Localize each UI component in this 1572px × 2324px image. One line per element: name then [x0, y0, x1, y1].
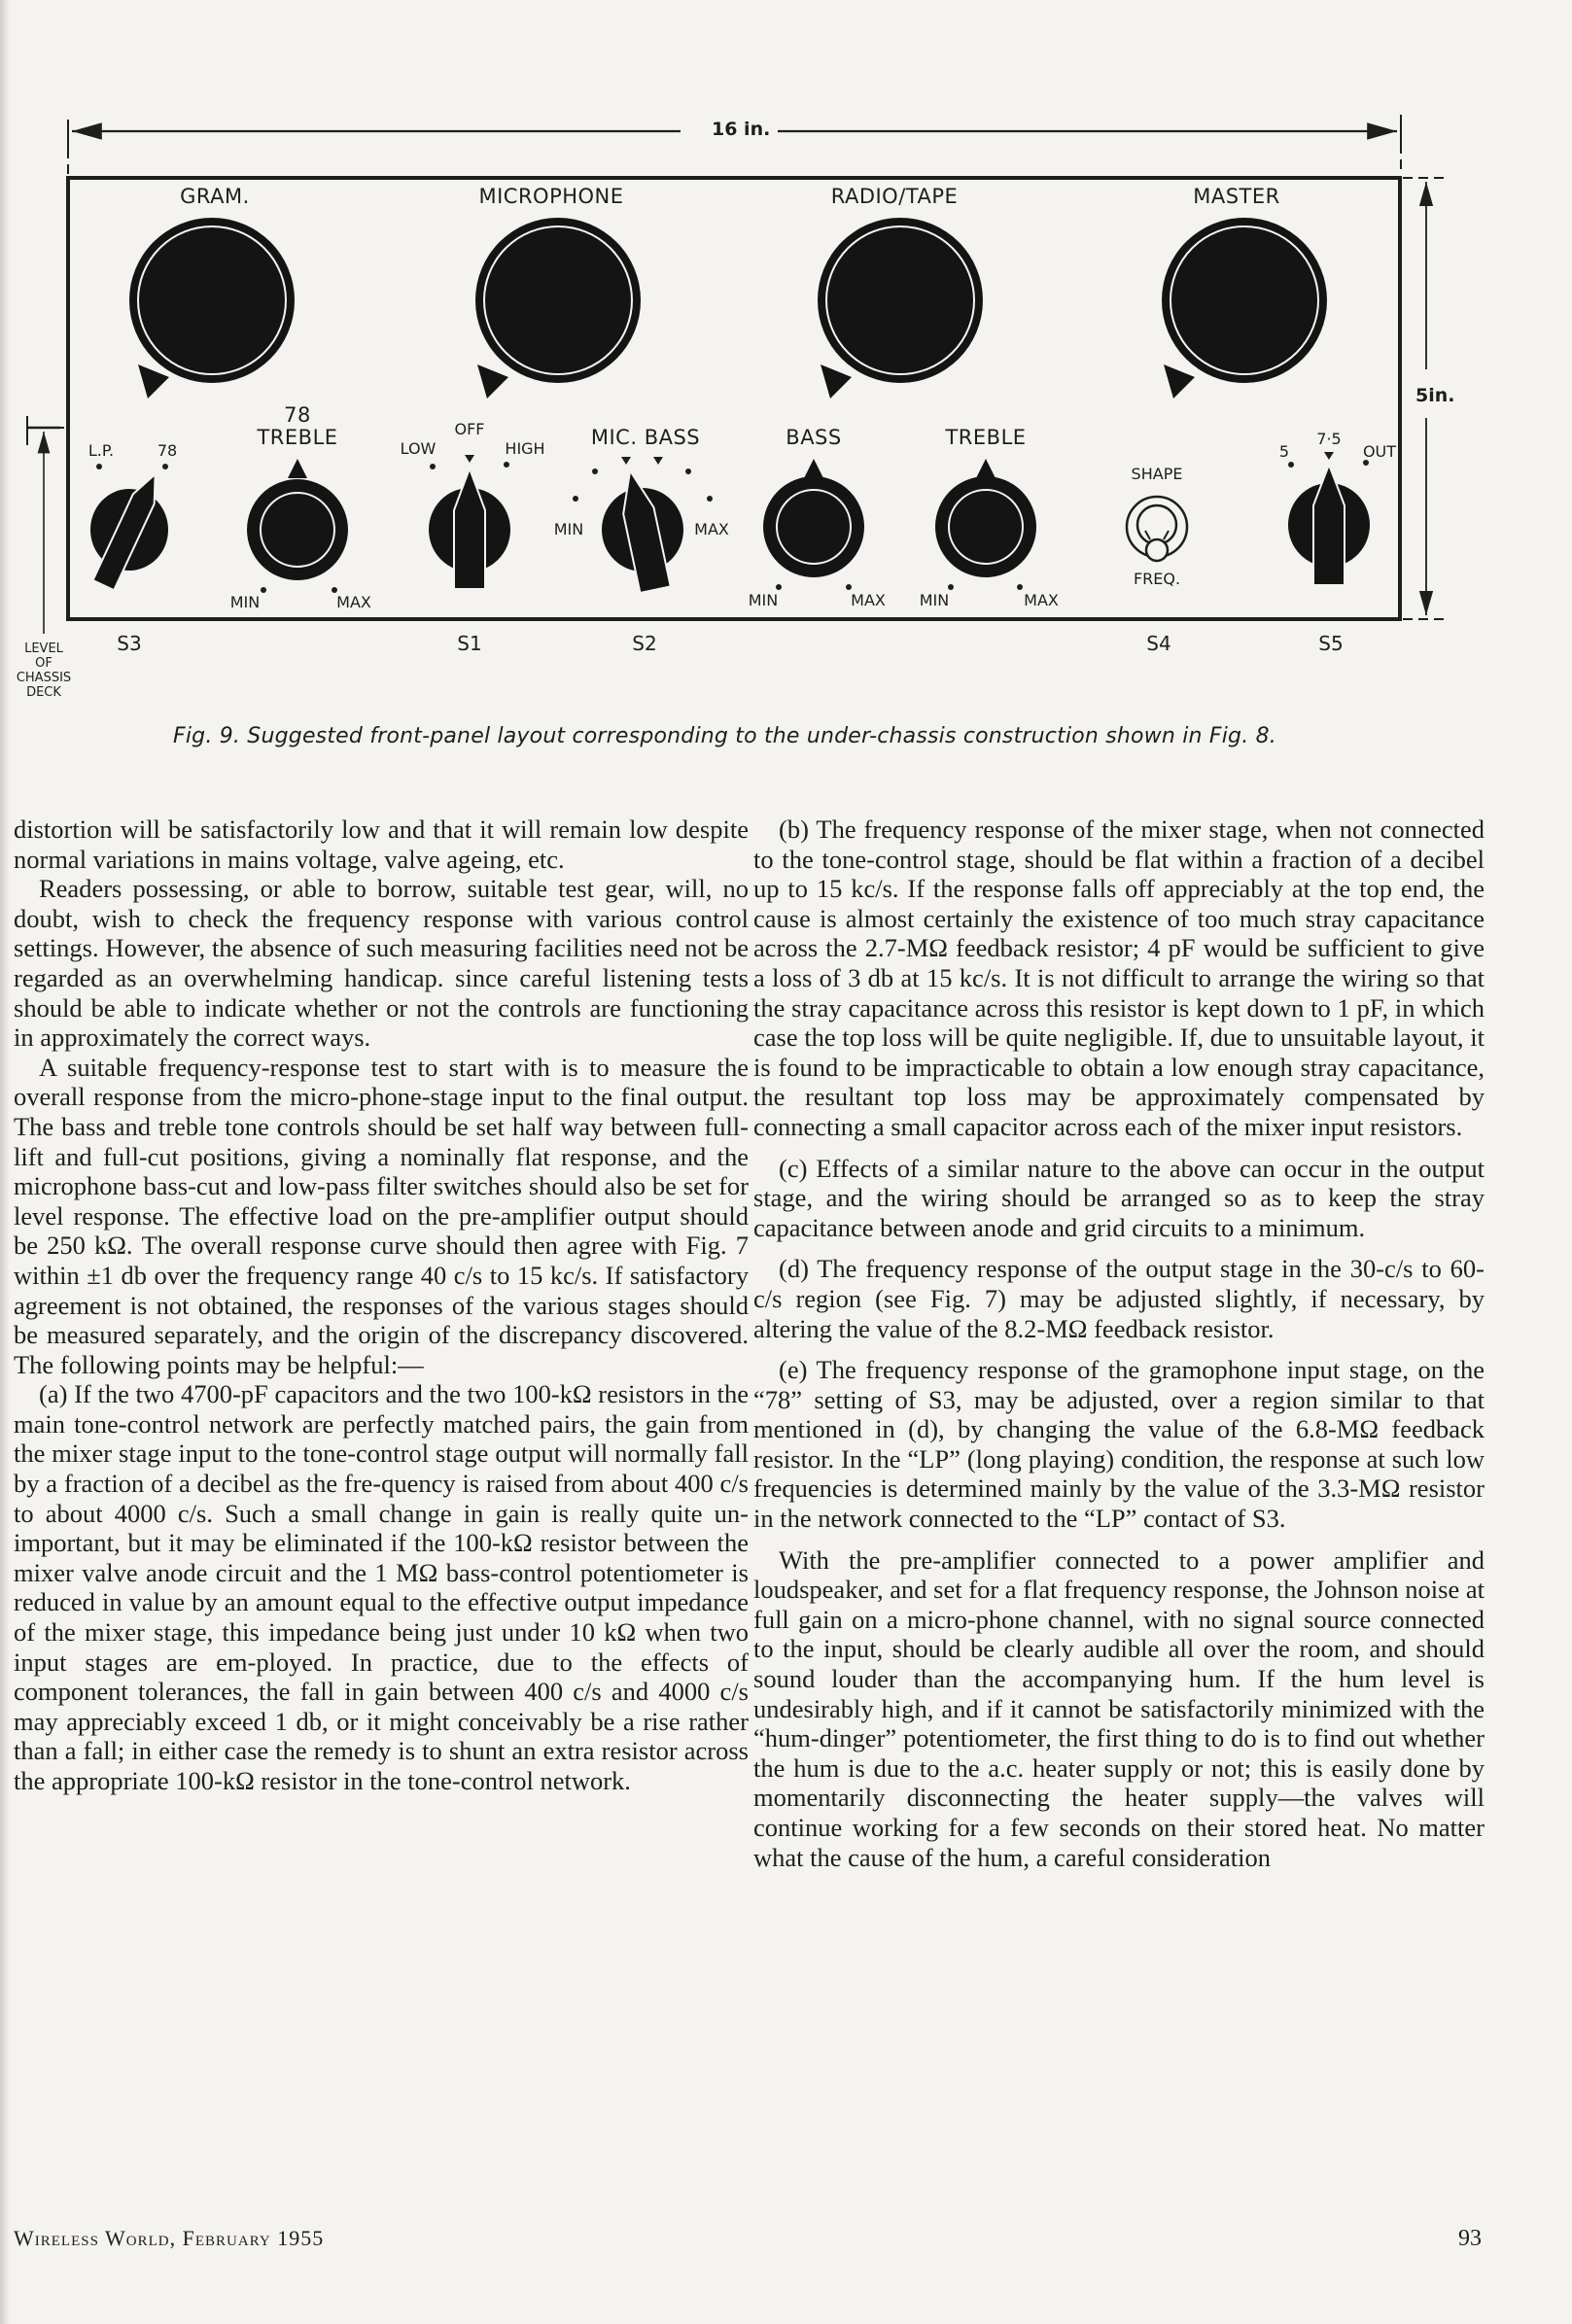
- left-text-column: [14, 815, 749, 1796]
- front-panel-drawing: [0, 0, 1572, 739]
- s5-out-mark: OUT: [1362, 442, 1397, 461]
- level-line-3: CHASSIS: [16, 671, 72, 685]
- s1-designator: S1: [457, 632, 482, 655]
- bass-knob: [763, 459, 864, 590]
- s3-designator: S3: [117, 632, 142, 655]
- paragraph: (d) The frequency response of the output stage in the 30-c/s to 60-c/s region (see Fig. 7) may be adjusted slightly, if necessary, by altering the value of the 8.2-MΩ feedback resistor.: [753, 1254, 1485, 1343]
- paragraph: (e) The frequency response of the gramophone input stage, on the “78” setting of S3, may be adjusted, over a region similar to that mentioned in (d), by changing the value of the 6.8-MΩ feedback resistor. In the “LP” (long playing) condition, the response at such low frequencies is determined mainly by the value of the 3.3-MΩ resistor in the network connected to the “LP” contact of S3.: [753, 1355, 1485, 1534]
- height-dimension-label: 5in.: [1412, 385, 1458, 406]
- treble-min: MIN: [919, 591, 950, 609]
- treble-78-top-label: 78: [284, 403, 311, 427]
- right-text-column: [753, 815, 1485, 1872]
- paragraph: distortion will be satisfactorily low and that it will remain low despite normal variations in mains voltage, valve ageing, etc.: [14, 815, 749, 874]
- microphone-knob: [475, 218, 641, 399]
- s1-high-mark: HIGH: [505, 439, 545, 458]
- microphone-label: MICROPHONE: [478, 185, 624, 208]
- level-line-4: DECK: [26, 685, 61, 700]
- page-number: 93: [1458, 2226, 1482, 2251]
- s1-off-mark: OFF: [454, 420, 485, 438]
- paragraph: (b) The frequency response of the mixer stage, when not connected to the tone-control stage, should be flat within a fraction of a decibel up to 15 kc/s. If the response falls off appreciably at the top end, the cause is almost certainly the existence of too much stray capacitance across the 2.7-MΩ feedback resistor; 4 pF would be sufficient to give a loss of 3 db at 15 kc/s. It is not difficult to arrange the wiring so that the stray capacitance across this resistor is kept down to 1 pF, in which case the top loss will be quite negligible. If, due to unsuitable layout, it is found to be impracticable to obtain a low enough stray capacitance, the resultant top loss may be approximately compensated by connecting a small capacitor across each of the mixer input resistors.: [753, 815, 1485, 1141]
- treble-label: TREBLE: [945, 426, 1027, 449]
- s5-designator: S5: [1318, 632, 1344, 655]
- treble-78-max: MAX: [336, 593, 371, 611]
- chassis-level-indicator: [27, 416, 68, 634]
- paragraph: A suitable frequency-response test to start with is to measure the overall response from the micro-phone-stage input to the final output. The bass and treble tone controls should be set half way between full-lift and full-cut positions, giving a nominally flat response, and the microphone bass-cut and low-pass filter switches should also be set for level response. The effective load on the pre-amplifier output should be 250 kΩ. The overall response curve should then agree with Fig. 7 within ±1 db over the frequency range 40 c/s to 15 kc/s. If satisfactory agreement is not obtained, the responses of the various stages should be measured separately, and the origin of the discrepancy discovered. The following points may be helpful:—: [14, 1052, 749, 1379]
- radio-tape-label: RADIO/TAPE: [830, 185, 959, 208]
- level-line-1: LEVEL: [24, 642, 63, 656]
- s1-low-mark: LOW: [400, 439, 437, 458]
- front-panel-figure: [0, 0, 1572, 748]
- s3-78-mark: 78: [157, 441, 178, 460]
- width-dimension-label: 16 in.: [708, 119, 774, 140]
- treble-knob: [935, 459, 1036, 590]
- s4-designator: S4: [1146, 632, 1171, 655]
- publication-footer: Wireless World, February 1955: [14, 2226, 325, 2250]
- figure-caption: Fig. 9. Suggested front-panel layout corresponding to the under-chassis construction shown in Fig. 8.: [173, 724, 1276, 748]
- paragraph: (a) If the two 4700-pF capacitors and the two 100-kΩ resistors in the main tone-control network are perfectly matched pairs, the gain from the mixer stage input to the tone-control stage output will normally fall by a fraction of a decibel as the fre-quency is raised from about 400 c/s to about 4000 c/s. Such a small change in gain is really quite un-important, but it may be eliminated if the 100-kΩ resistor between the mixer valve anode circuit and the 1 MΩ bass-control potentiometer is reduced in value by an amount equal to the effective output impedance of the mixer stage, this impedance being just under 10 kΩ when two input stages are em-ployed. In practice, due to the effects of component tolerances, the fall in gain between 400 c/s and 4000 c/s may appreciably exceed 1 db, or it might conceivably be a rise rather than a fall; in either case the remedy is to shunt an extra resistor across the appropriate 100-kΩ resistor in the tone-control network.: [14, 1379, 749, 1795]
- radio-tape-knob: [818, 218, 983, 399]
- mic-bass-max: MAX: [694, 520, 729, 538]
- treble-max: MAX: [1024, 591, 1059, 609]
- level-line-2: OF: [35, 656, 52, 671]
- gram-label: GRAM.: [180, 185, 250, 208]
- s3-lp-mark: L.P.: [87, 441, 115, 460]
- bass-label: BASS: [786, 426, 842, 449]
- bass-max: MAX: [851, 591, 886, 609]
- mic-bass-selector-knob: [573, 457, 713, 593]
- s4-shape-label: SHAPE: [1131, 465, 1183, 483]
- s4-toggle-switch: [1127, 497, 1187, 561]
- gram-knob: [129, 218, 295, 399]
- s5-7-5-mark: 7·5: [1316, 430, 1342, 448]
- paragraph: With the pre-amplifier connected to a power amplifier and loudspeaker, and set for a flat frequency response, the Johnson noise at full gain on a micro-phone channel, with no signal source connected to the input, should be clearly audible all over the room, and should sound louder than the accompanying hum. If the hum level is undesirably high, and if it cannot be satisfactorily minimized with the “hum-dinger” potentiometer, the first thing to do is to find out whether the hum is due to the a.c. heater supply or not; this is easily done by momentarily disconnecting the heater supply—the valves will continue working for a few seconds on their stored heat. No matter what the cause of the hum, a careful consideration: [753, 1544, 1485, 1872]
- paragraph: (c) Effects of a similar nature to the above can occur in the output stage, and the wiring should be arranged so as to keep the stray capacitance between anode and grid circuits to a minimum.: [753, 1153, 1485, 1242]
- mic-bass-min: MIN: [553, 520, 584, 538]
- s4-freq-label: FREQ.: [1133, 570, 1181, 588]
- master-label: MASTER: [1193, 185, 1280, 208]
- treble-78-min: MIN: [229, 593, 261, 611]
- s5-selector-knob: [1288, 452, 1370, 585]
- bass-min: MIN: [748, 591, 779, 609]
- master-knob: [1162, 218, 1327, 399]
- s5-5-mark: 5: [1278, 442, 1290, 461]
- mic-bass-label: MIC. BASS: [590, 426, 701, 449]
- s3-selector-knob: [90, 464, 168, 590]
- s2-designator: S2: [632, 632, 657, 655]
- treble-78-label: TREBLE: [257, 426, 338, 449]
- paragraph: Readers possessing, or able to borrow, suitable test gear, will, no doubt, wish to check the frequency response with various control settings. However, the absence of such measuring facilities need not be regarded as an overwhelming handicap. since careful listening tests should be able to indicate whether or not the controls are functioning in approximately the correct ways.: [14, 874, 749, 1053]
- chassis-level-label: [14, 642, 74, 700]
- treble-78-knob: [247, 459, 348, 593]
- s1-filter-knob: [429, 455, 510, 589]
